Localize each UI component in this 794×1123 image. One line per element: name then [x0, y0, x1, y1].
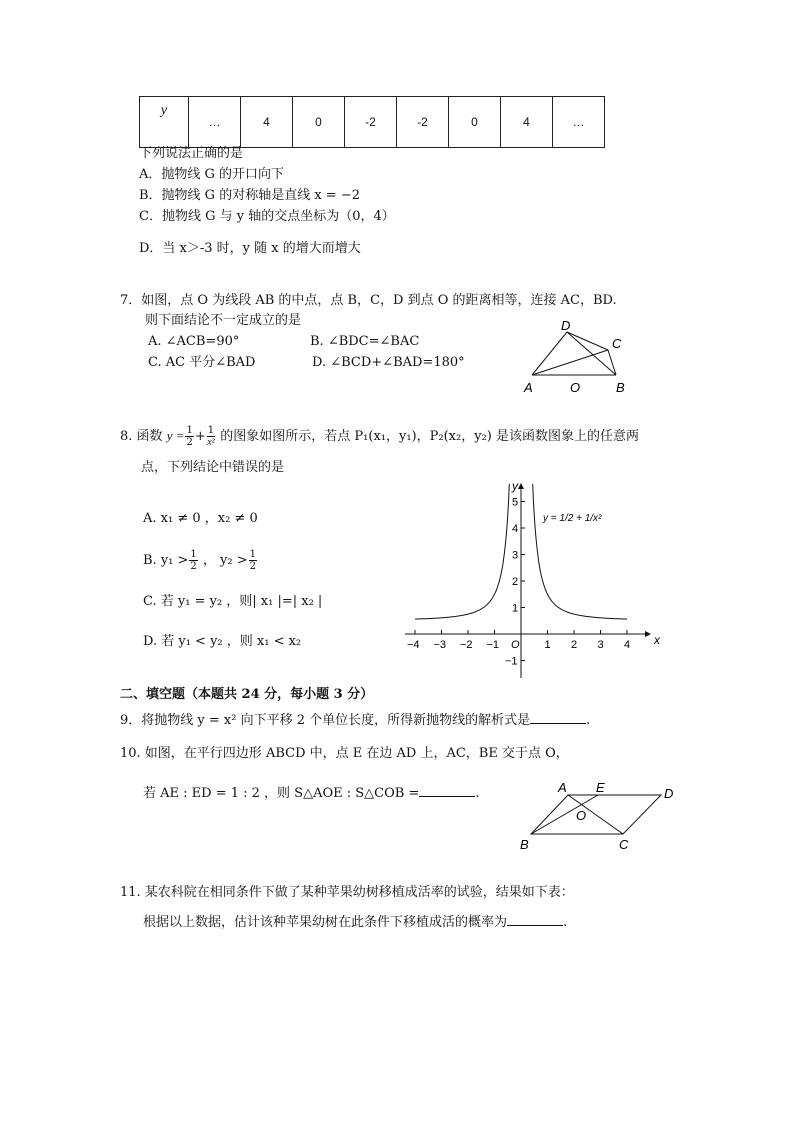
x-tick-label: 3 — [597, 639, 604, 651]
table-cell: 0 — [293, 97, 345, 148]
y-tick-label: 4 — [512, 523, 519, 535]
q9-period: . — [586, 713, 591, 728]
q11-line2-text: 根据以上数据，估计该种苹果幼树在此条件下移植成活的概率为 — [143, 915, 508, 930]
q7-option-a: A. ∠ACB=90° — [148, 334, 240, 349]
q11-answer-blank[interactable] — [507, 913, 563, 926]
q8-eq-y: y = — [166, 428, 185, 443]
q8-option-b-frac1 — [189, 549, 197, 572]
x-tick-label: 1 — [544, 639, 551, 651]
y-tick-label: 3 — [512, 549, 519, 562]
q10-period: . — [475, 786, 480, 801]
table-cell: -2 — [345, 97, 397, 148]
q7-label-o: O — [570, 380, 581, 395]
q10-line1: 10. 如图，在平行四边形 ABCD 中，点 E 在边 AD 上，AC，BE 交于点 O， — [120, 746, 569, 761]
curve-right-branch — [533, 484, 627, 619]
x-tick-label: O — [511, 639, 520, 651]
q7-label-b: B — [616, 380, 625, 395]
q8-graph — [400, 478, 665, 683]
curve-equation-label: y = 1/2 + 1/x² — [543, 513, 602, 524]
q10-label-e: E — [596, 780, 605, 795]
x-tick-label: −3 — [433, 639, 447, 651]
q8-option-b-frac2 — [249, 549, 257, 572]
q8-line1 — [120, 425, 639, 448]
values-table — [139, 96, 605, 148]
q11-line2 — [143, 913, 567, 932]
q8-option-d: D. 若 y₁ < y₂ ，则 x₁ < x₂ — [143, 634, 302, 649]
y-tick-label: 1 — [512, 602, 519, 615]
q11-line1: 11. 某农科院在相同条件下做了某种苹果幼树移植成活率的试验，结果如下表： — [120, 885, 574, 900]
q7-label-d: D — [561, 318, 571, 333]
q10-label-c: C — [619, 837, 629, 852]
q7-option-d: D. ∠BCD+∠BAD=180° — [312, 355, 465, 370]
q8-number: 8. 函数 — [120, 429, 163, 444]
q8-option-b-frac2-num: 1 — [249, 549, 257, 560]
q6-prompt: 下列说法正确的是 — [139, 146, 244, 161]
q9-answer-blank[interactable] — [530, 711, 586, 724]
q7-figure — [520, 318, 635, 398]
q8-option-b-frac2-den: 2 — [249, 561, 257, 572]
q8-eq-plus: + — [194, 429, 206, 444]
table-row-label: y — [140, 97, 189, 148]
q10-label-d: D — [664, 786, 674, 801]
q7-line2: 则下面结论不一定成立的是 — [145, 313, 302, 328]
x-tick-label: −4 — [407, 639, 420, 651]
q8-frac-half-num: 1 — [186, 425, 193, 436]
y-tick-label: −1 — [505, 655, 518, 668]
q8-frac-inv-den: x² — [207, 437, 215, 448]
q7-line1: 7．如图，点 O 为线段 AB 的中点，点 B，C，D 到点 O 的距离相等，连接 AC，BD. — [120, 293, 617, 308]
section2-title: 二、填空题（本题共 24 分，每小题 3 分） — [120, 687, 374, 702]
q8-frac-half — [185, 425, 193, 448]
q9-text-body: 9．将抛物线 y = x² 向下平移 2 个单位长度，所得新抛物线的解析式是 — [120, 713, 531, 728]
q10-answer-blank[interactable] — [419, 784, 475, 797]
q7-label-a: A — [524, 380, 533, 395]
q10-label-b: B — [520, 837, 529, 852]
table-cell: 4 — [501, 97, 553, 148]
q8-option-b — [143, 549, 258, 572]
table-cell: … — [553, 97, 605, 148]
q8-frac-inv — [207, 425, 215, 448]
q8-option-b-frac1-den: 2 — [190, 561, 197, 572]
table-row — [140, 97, 605, 148]
q8-frac-half-den: 2 — [186, 437, 193, 448]
q7-option-b: B. ∠BDC=∠BAC — [310, 334, 420, 349]
q9-text — [120, 711, 590, 730]
x-tick-label: −2 — [460, 639, 473, 651]
table-cell: -2 — [397, 97, 449, 148]
q10-line2 — [143, 784, 480, 803]
q8-option-b-frac1-num: 1 — [190, 549, 197, 560]
y-axis-label: y — [512, 479, 518, 493]
x-tick-label: 4 — [624, 639, 631, 651]
q10-line2-text: 若 AE : ED = 1 : 2 ，则 S△AOE : S△COB = — [143, 786, 420, 801]
q11-period: . — [563, 915, 568, 930]
q10-label-o: O — [576, 808, 587, 823]
q6-option-d: D．当 x＞-3 时，y 随 x 的增大而增大 — [139, 241, 361, 256]
q7-label-c: C — [612, 336, 622, 351]
x-tick-label: −1 — [486, 639, 500, 651]
y-tick-label: 2 — [512, 576, 519, 588]
q8-option-b-prefix: B. y₁ > — [143, 553, 189, 568]
q8-option-b-mid: ， y₂ > — [202, 553, 248, 568]
q6-option-b: B．抛物线 G 的对称轴是直线 x = −2 — [139, 188, 360, 203]
q8-option-c: C. 若 y₁ = y₂ ，则| x₁ |=| x₂ | — [143, 594, 323, 609]
table-cell: … — [189, 97, 241, 148]
q8-line1-rest: 的图象如图所示，若点 P₁(x₁，y₁)，P₂(x₂，y₂) 是该函数图象上的任意两 — [220, 429, 639, 444]
curve-left-branch — [415, 484, 509, 619]
x-axis-label: x — [654, 633, 660, 647]
y-tick-label: 5 — [512, 496, 519, 509]
table-cell: 0 — [449, 97, 501, 148]
q8-option-a: A. x₁ ≠ 0 ，x₂ ≠ 0 — [143, 511, 258, 526]
q6-option-a: A．抛物线 G 的开口向下 — [139, 167, 285, 182]
q10-label-a: A — [558, 780, 567, 795]
x-tick-label: 2 — [571, 639, 578, 651]
q8-frac-inv-num: 1 — [207, 425, 215, 436]
q6-option-c: C．抛物线 G 与 y 轴的交点坐标为（0，4） — [139, 209, 395, 224]
table-cell: 4 — [241, 97, 293, 148]
q8-line2: 点，下列结论中错误的是 — [141, 460, 285, 475]
q7-option-c: C. AC 平分∠BAD — [148, 355, 256, 370]
q10-figure — [512, 776, 682, 856]
